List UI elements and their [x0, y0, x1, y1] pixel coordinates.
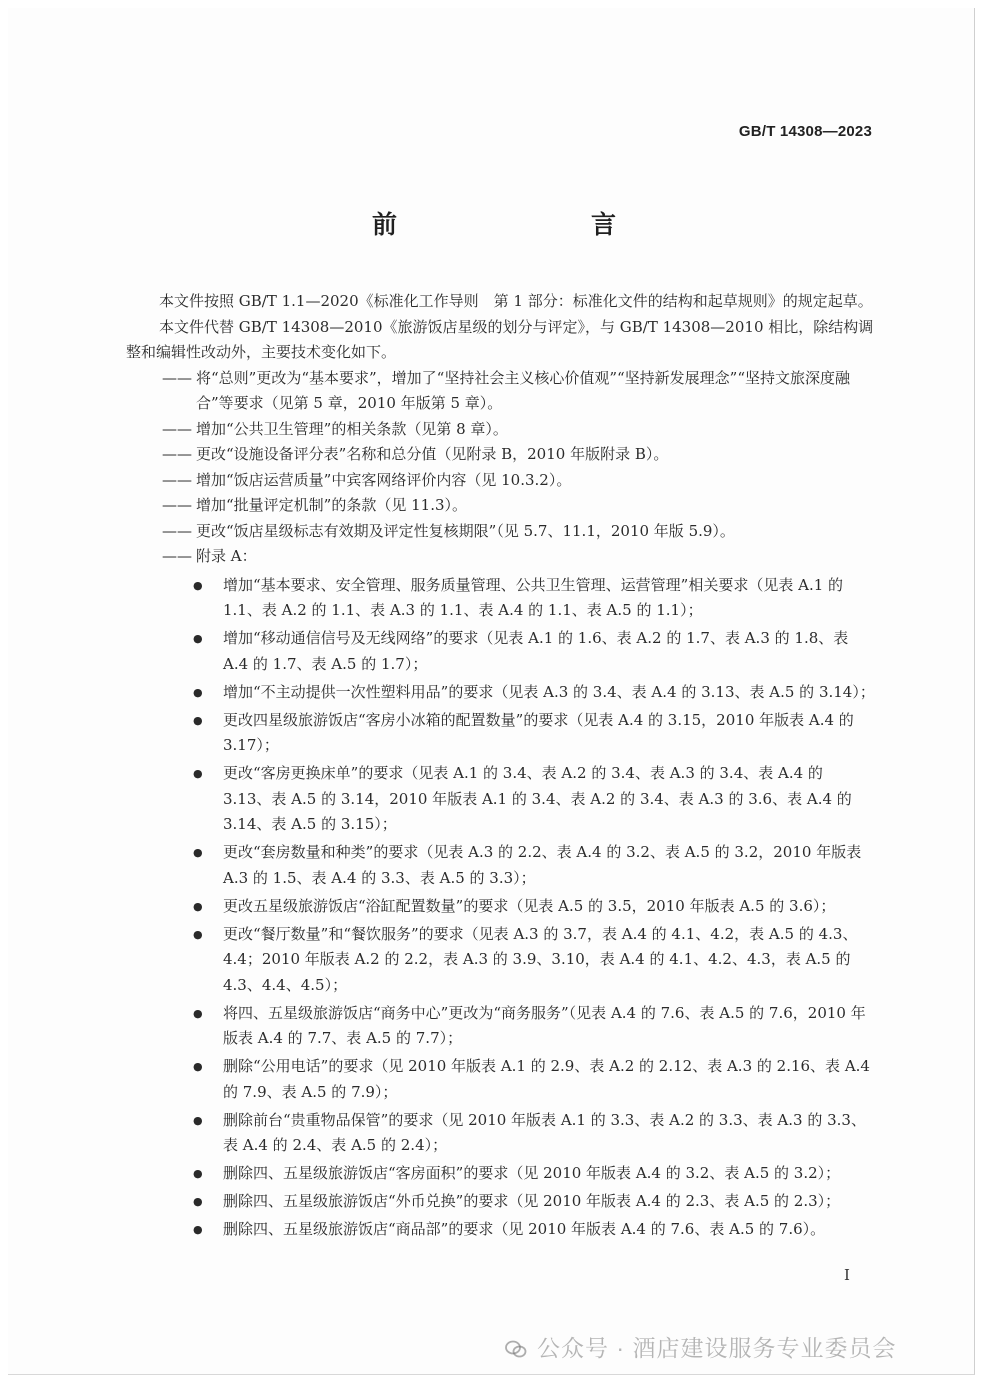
bullet-icon: ● [193, 685, 203, 699]
list-item [126, 573, 876, 624]
list-item-text: 删除四、五星级旅游饭店“客房面积”的要求（见 2010 年版表 A.4 的 3.2、表 A.5 的 3.2）； [223, 1164, 841, 1182]
list-item [126, 1054, 876, 1105]
list-item-text: 更改五星级旅游饭店“浴缸配置数量”的要求（见表 A.5 的 3.5，2010 年版表 A.5 的 3.6）； [223, 896, 836, 915]
foreword-body [126, 289, 876, 1245]
list-item-text: 将四、五星级旅游饭店“商务中心”更改为“商务服务”（见表 A.4 的 7.6、表 A.5 的 7.6，2010 年版表 A.4 的 7.7、表 A.5 的 7.7）； [223, 1003, 866, 1047]
bullet-icon: ● [193, 767, 203, 780]
list-item-text: 更改四星级旅游饭店“客房小冰箱的配置数量”的要求（见表 A.4 的 3.15，2010 年版表 A.4 的 3.17）； [223, 710, 854, 754]
appendix-a-list [126, 573, 876, 1243]
bullet-icon: ● [193, 632, 203, 645]
change-item [126, 468, 876, 494]
list-item-text: 增加“基本要求、安全管理、服务质量管理、公共卫生管理、运营管理”相关要求（见表 A.1 的 1.1、表 A.2 的 1.1、表 A.3 的 1.1、表 A.4 的 1.1、表 A.5 的 1.1）； [223, 575, 844, 619]
dash-marker: —— [162, 521, 192, 540]
change-text: 更改“设施设备评分表”名称和总分值（见附录 B，2010 年版附录 B）。 [196, 445, 669, 463]
change-text: 增加“饭店运营质量”中宾客网络评价内容（见 10.3.2）。 [196, 470, 572, 489]
list-item-text: 增加“不主动提供一次性塑料用品”的要求（见表 A.3 的 3.4、表 A.4 的 3.13、表 A.5 的 3.14）； [223, 682, 875, 701]
watermark-text: 公众号 · 酒店建设服务专业委员会 [537, 1335, 897, 1361]
dash-marker: —— [162, 470, 192, 489]
list-item [126, 922, 876, 999]
dash-marker: —— [162, 445, 192, 463]
list-item [126, 708, 876, 759]
bullet-icon: ● [193, 1006, 203, 1020]
list-item-text: 更改“套房数量和种类”的要求（见表 A.3 的 2.2、表 A.4 的 3.2、表 A.5 的 3.2，2010 年版表 A.3 的 1.5、表 A.4 的 3.3、表 A.5 的 3.3）； [223, 843, 862, 887]
bullet-icon: ● [193, 899, 203, 913]
dash-marker: —— [162, 547, 192, 565]
list-item-text: 更改“客房更换床单”的要求（见表 A.1 的 3.4、表 A.2 的 3.4、表 A.3 的 3.4、表 A.4 的 3.13、表 A.5 的 3.14，2010 年版表 A.1 的 3.4、表 A.2 的 3.4、表 A.3 的 3.6、表 A.4 的 3.14、表 A.5 的 3.15）； [223, 764, 852, 833]
list-item [126, 894, 876, 920]
wechat-logo-icon [505, 1340, 527, 1358]
list-item [126, 1161, 876, 1187]
bullet-icon: ● [193, 1060, 203, 1073]
bullet-icon: ● [193, 578, 203, 592]
list-item-text: 删除“公用电话”的要求（见 2010 年版表 A.1 的 2.9、表 A.2 的 2.12、表 A.3 的 2.16、表 A.4 的 7.9、表 A.5 的 7.9）； [223, 1057, 870, 1101]
paragraph: 本文件按照 GB/T 1.1—2020《标准化工作导则 第 1 部分：标准化文件的结构和起草规则》的规定起草。 [159, 292, 873, 310]
list-item-text: 删除四、五星级旅游饭店“商品部”的要求（见 2010 年版表 A.4 的 7.6、表 A.5 的 7.6）。 [223, 1220, 826, 1238]
list-item [126, 1001, 876, 1052]
bullet-icon: ● [193, 1223, 203, 1236]
bullet-icon: ● [193, 713, 203, 727]
list-item-text: 删除前台“贵重物品保管”的要求（见 2010 年版表 A.1 的 3.3、表 A.2 的 3.3、表 A.3 的 3.3、表 A.4 的 2.4、表 A.5 的 2.4）； [223, 1110, 866, 1154]
list-item [126, 680, 876, 706]
list-item [126, 1189, 876, 1215]
wechat-watermark [505, 1330, 896, 1363]
list-item [126, 1108, 876, 1159]
list-item-text: 删除四、五星级旅游饭店“外币兑换”的要求（见 2010 年版表 A.4 的 2.3、表 A.5 的 2.3）； [223, 1192, 841, 1210]
dash-marker: —— [162, 368, 192, 387]
list-item [126, 1217, 876, 1243]
change-item [126, 544, 876, 570]
bullet-icon: ● [193, 1195, 203, 1208]
change-item [126, 417, 876, 443]
dash-marker: —— [162, 496, 192, 514]
change-item [126, 519, 876, 545]
bullet-icon: ● [193, 1113, 203, 1127]
change-item [126, 366, 876, 417]
list-item [126, 840, 876, 891]
standard-code: GB/T 14308—2023 [738, 123, 872, 140]
list-item [126, 626, 876, 677]
bullet-icon: ● [193, 1167, 203, 1180]
paragraph: 本文件代替 GB/T 14308—2010《旅游饭店星级的划分与评定》，与 GB/T 14308—2010 相比，除结构调整和编辑性改动外，主要技术变化如下。 [126, 317, 874, 361]
change-text: 更改“饭店星级标志有效期及评定性复核期限”（见 5.7、11.1，2010 年版 5.9）。 [196, 521, 735, 540]
change-text: 增加“批量评定机制”的条款（见 11.3）。 [196, 496, 468, 514]
change-item [126, 442, 876, 468]
page-number: I [844, 1266, 850, 1284]
change-text: 将“总则”更改为“基本要求”，增加了“坚持社会主义核心价值观”“坚持新发展理念”“坚持文旅深度融合”等要求（见第 5 章，2010 年版第 5 章）。 [196, 368, 851, 412]
bullet-icon: ● [193, 846, 203, 859]
dash-marker: —— [162, 419, 192, 438]
change-item [126, 493, 876, 519]
list-item-text: 增加“移动通信信号及无线网络”的要求（见表 A.1 的 1.6、表 A.2 的 1.7、表 A.3 的 1.8、表 A.4 的 1.7、表 A.5 的 1.7）； [223, 629, 849, 673]
bullet-icon: ● [193, 927, 203, 941]
page-title: 前 言 [371, 210, 664, 239]
list-item-text: 更改“餐厅数量”和“餐饮服务”的要求（见表 A.3 的 3.7，表 A.4 的 4.1、4.2，表 A.5 的 4.3、4.4；2010 年版表 A.2 的 2.2，表 A.3 的 3.9、3.10，表 A.4 的 4.1、4.2、4.3，表 A.5 的 4.3、4.4、4.5）； [223, 924, 858, 994]
list-item [126, 761, 876, 838]
change-text: 附录 A： [196, 547, 257, 565]
change-text: 增加“公共卫生管理”的相关条款（见第 8 章）。 [196, 419, 508, 438]
